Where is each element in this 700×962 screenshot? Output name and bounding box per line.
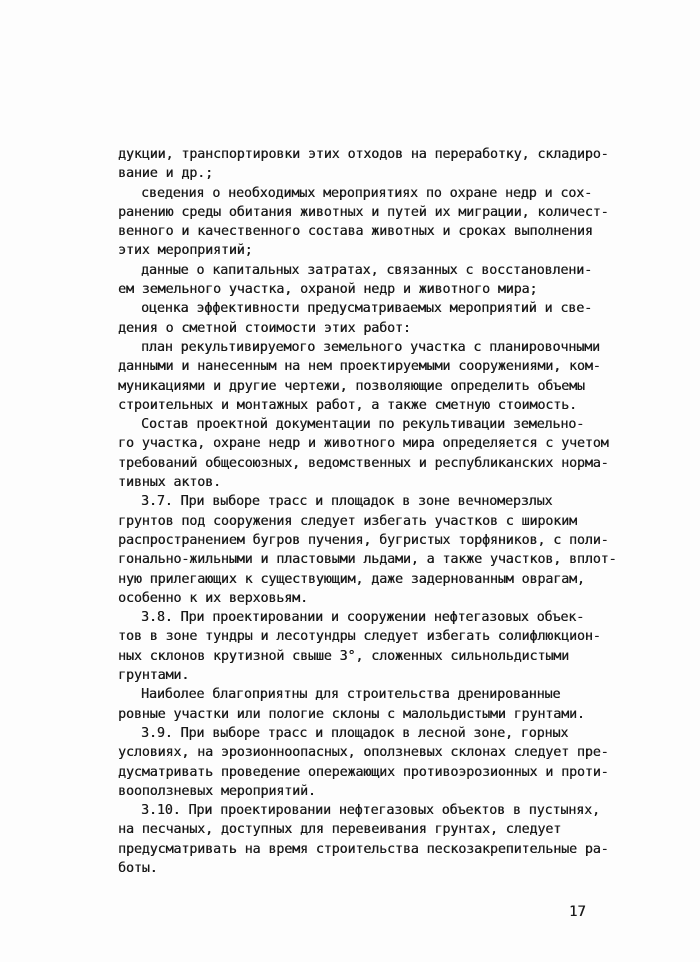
text-line: данными и нанесенным на нем проектируемыми сооружениями, ком- (118, 359, 601, 375)
text-line: дения о сметной стоимости этих работ: (118, 320, 411, 336)
text-line: 3.8. При проектировании и сооружении нефтегазовых объек- (141, 610, 585, 626)
text-line: тивных актов. (118, 475, 221, 491)
text-line: предусматривать на время строительства пескозакрепительные ра- (118, 841, 609, 857)
text-line: ных склонов крутизной свыше 3°, сложенных сильнольдистыми (118, 648, 569, 664)
text-line: вооползневых мероприятий. (118, 783, 316, 799)
text-line: вание и др.; (118, 166, 213, 182)
text-line: ранению среды обитания животных и путей их миграции, количест- (118, 204, 609, 220)
text-line: 3.7. При выборе трасс и площадок в зоне вечномерзлых (141, 494, 553, 510)
text-line: го участка, охране недр и животного мира определяется с учетом (118, 436, 609, 452)
text-line: распространением бугров пучения, бугристых торфяников, с поли- (118, 532, 609, 548)
text-line: Состав проектной документации по рекультивации земельно- (141, 417, 585, 433)
text-line: план рекультивируемого земельного участка с планировочными (141, 339, 600, 355)
text-line: 3.10. При проектировании нефтегазовых объектов в пустынях, (141, 803, 600, 819)
text-line: ровные участки или пологие склоны с малольдистыми грунтами. (118, 706, 585, 722)
text-line: грунтами. (118, 668, 190, 684)
text-line: дусматривать проведение опережающих противоэрозионных и проти- (118, 764, 609, 780)
text-line: строительных и монтажных работ, а также сметную стоимость. (118, 397, 577, 413)
text-line: венного и качественного состава животных и сроках выполнения (118, 224, 593, 240)
text-line: Наиболее благоприятны для строительства дренированные (141, 687, 561, 703)
text-line: ем земельного участка, охраной недр и животного мира; (118, 282, 538, 298)
text-line: данные о капитальных затратах, связанных с восстановлени- (141, 262, 592, 278)
text-line: боты. (118, 860, 158, 876)
text-line: дукции, транспортировки этих отходов на переработку, складиро- (118, 147, 609, 162)
text-line: требований общесоюзных, ведомственных и республиканских норма- (118, 455, 609, 471)
text-line: этих мероприятий; (118, 243, 253, 259)
page-number: 17 (569, 904, 586, 920)
text-line: муникациями и другие чертежи, позволяющие определить объемы (118, 378, 585, 394)
text-line: особенно к их верховьям. (118, 590, 308, 606)
text-line: условиях, на эрозионноопасных, оползневых склонах следует пре- (118, 745, 609, 761)
body-text (118, 145, 617, 878)
text-line: оценка эффективности предусматриваемых мероприятий и све- (141, 301, 592, 317)
text-line: 3.9. При выборе трасс и площадок в лесной зоне, горных (141, 725, 569, 741)
text-line: гонально-жильными и пластовыми льдами, а также участков, вплот- (118, 552, 617, 568)
text-line: на песчаных, доступных для перевеивания грунтах, следует (118, 822, 562, 838)
text-line: тов в зоне тундры и лесотундры следует избегать солифлюкцион- (118, 629, 601, 645)
text-line: ную прилегающих к существующим, даже задернованным оврагам, (118, 571, 585, 587)
text-line: сведения о необходимых мероприятиях по охране недр и сох- (141, 185, 592, 201)
text-line: грунтов под сооружения следует избегать участков с широким (118, 513, 577, 529)
